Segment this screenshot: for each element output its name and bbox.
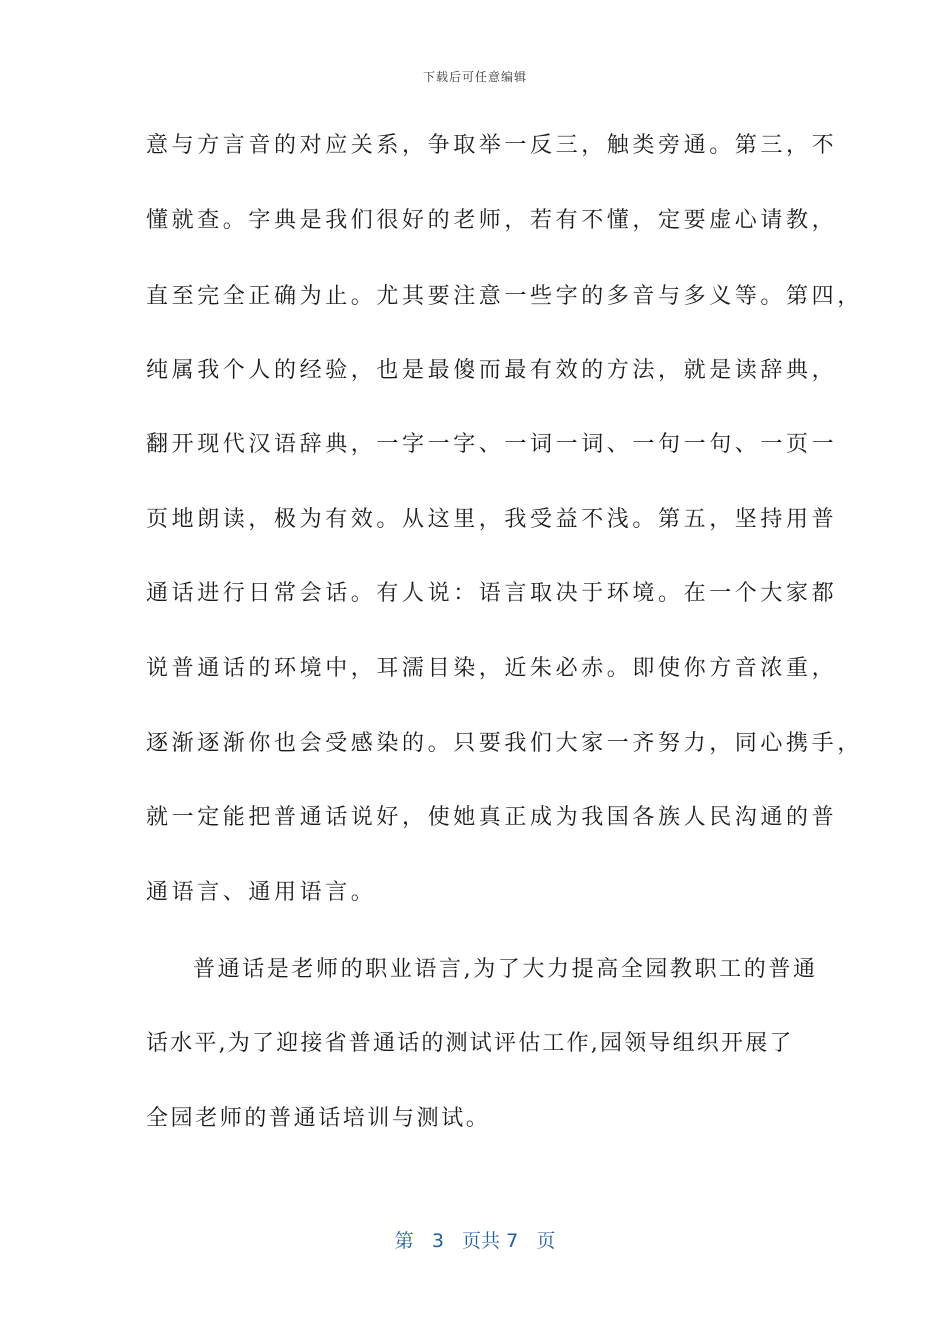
- page-number-footer: [0, 1226, 950, 1253]
- paragraph-1-line-3: 直至完全正确为止。尤其要注意一些字的多音与多义等。第四，: [146, 284, 863, 309]
- paragraph-1-line-9: 逐渐逐渐你也会受感染的。只要我们大家一齐努力，同心携手，: [146, 731, 863, 756]
- page-suffix: 页: [536, 1230, 556, 1252]
- page-header: 下载后可任意编辑: [422, 70, 527, 84]
- paragraph-1-line-11: 通语言、通用语言。: [146, 880, 377, 905]
- paragraph-1-line-2: 懂就查。字典是我们很好的老师，若有不懂，定要虚心请教，: [146, 208, 838, 233]
- paragraph-1-line-1: 意与方言音的对应关系，争取举一反三，触类旁通。第三，不: [146, 133, 838, 158]
- total-pages-number: 7: [506, 1230, 519, 1252]
- paragraph-2-line-1: 普通话是老师的职业语言,为了大力提高全园教职工的普通: [193, 957, 818, 982]
- page-prefix: 第: [394, 1230, 414, 1252]
- paragraph-2-line-2: 话水平,为了迎接省普通话的测试评估工作,园领导组织开展了: [146, 1031, 794, 1056]
- paragraph-1-line-5: 翻开现代汉语辞典，一字一字、一词一词、一句一句、一页一: [146, 432, 838, 457]
- paragraph-1-line-8: 说普通话的环境中，耳濡目染，近朱必赤。即使你方音浓重，: [146, 656, 838, 681]
- paragraph-1-line-6: 页地朗读，极为有效。从这里，我受益不浅。第五，坚持用普: [146, 507, 838, 532]
- paragraph-2-line-3: 全园老师的普通话培训与测试。: [146, 1106, 491, 1131]
- paragraph-1-line-4: 纯属我个人的经验，也是最傻而最有效的方法，就是读辞典，: [146, 358, 838, 383]
- paragraph-1-line-10: 就一定能把普通话说好，使她真正成为我国各族人民沟通的普: [146, 805, 838, 830]
- page-mid: 页共: [462, 1230, 501, 1252]
- current-page-number: 3: [431, 1230, 444, 1252]
- paragraph-1-line-7: 通话进行日常会话。有人说：语言取决于环境。在一个大家都: [146, 581, 838, 606]
